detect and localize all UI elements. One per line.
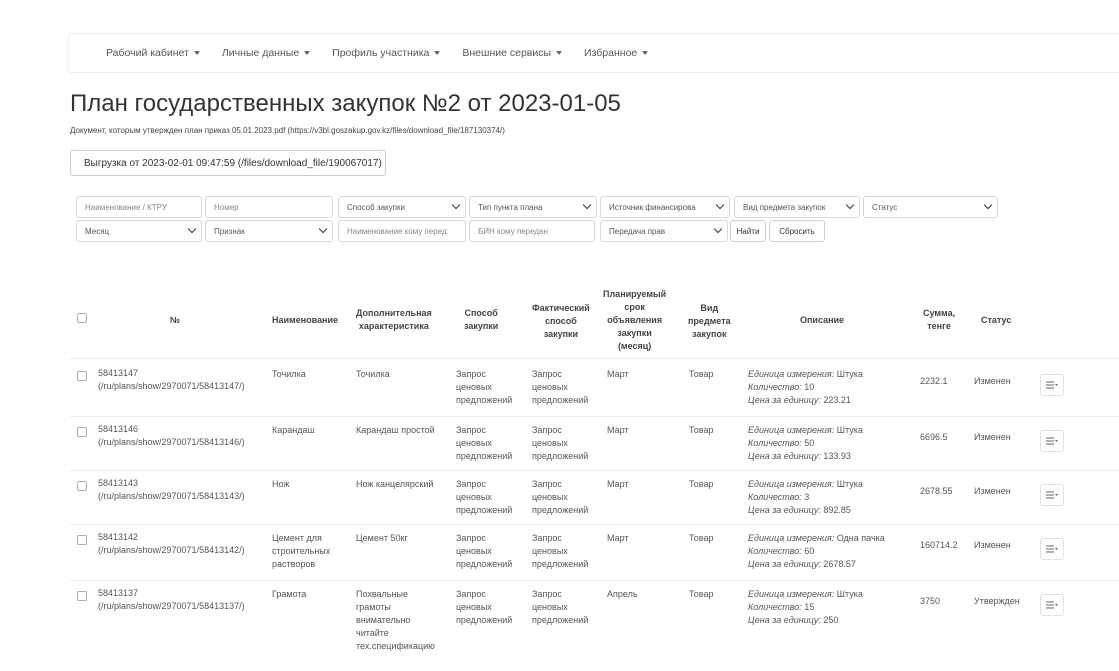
description-value: 3 [801,492,810,502]
row-checkbox[interactable] [77,535,87,545]
description-value: 60 [801,546,815,556]
description-value: Штука [834,479,863,489]
download-export-button[interactable] [70,150,386,176]
page-title: План государственных закупок №2 от 2023-01-05 [70,90,621,117]
description-value: 15 [801,602,815,612]
header-line: закупки [464,321,499,331]
cell-line: Карандаш простой [356,425,435,435]
header-line: Вид [700,303,719,313]
row-divider [70,580,1119,581]
cell-line: внимательно [356,615,411,625]
description-label: Единица измерения: [748,425,835,435]
cell-line: Точилка [272,369,306,379]
row-name [272,424,315,437]
description-value: Штука [834,425,863,435]
cell-line: предложений [456,451,513,461]
description-label: Цена за единицу: [748,505,821,515]
row-subject-type: Товар [689,425,714,435]
description-label: Единица измерения: [748,589,835,599]
description-label: Цена за единицу: [748,615,821,625]
placeholder: Наименование / КТРУ [85,202,167,212]
chevron-down-icon [319,225,327,233]
cell-line: предложений [532,451,589,461]
row-extra-characteristic [356,368,390,381]
hamburger-icon [1046,491,1058,499]
description-line [748,478,863,491]
row-plan-link[interactable] [98,477,245,503]
placeholder: Номер [214,202,239,212]
row-purchase-method [456,588,512,627]
nav-external-services[interactable] [462,47,562,59]
row-sum: 6696.5 [920,432,948,442]
row-actual-method [532,478,588,517]
cell-line: читайте [356,628,389,638]
cell-line: предложений [456,395,513,405]
cell-line: Похвальные [356,589,408,599]
cell-line: (/ru/plans/show/2970071/58413142/) [98,545,245,555]
nav-label: Внешние сервисы [462,47,552,59]
description-value: 250 [820,615,839,625]
col-header-sum [923,307,955,333]
row-description [748,532,885,571]
row-planned-month: Март [607,369,629,379]
description-line [748,558,885,571]
cell-line: Запрос [456,425,486,435]
cell-line: Запрос [456,479,486,489]
caret-down-icon [194,51,200,55]
col-header-subject-type [688,302,731,341]
filter-purchase-method-select[interactable] [338,196,466,218]
row-sum: 3750 [920,596,941,606]
row-name [272,478,289,491]
row-planned-month: Апрель [607,589,638,599]
cell-line: тех.спецификацию [356,641,435,651]
header-line: предмета [688,316,731,326]
chevron-down-icon [188,225,196,233]
row-divider [70,524,1119,525]
description-line [748,424,863,437]
description-label: Количество: [748,546,802,556]
cell-line: Запрос [456,533,486,543]
hamburger-icon [1046,381,1058,389]
caret-down-icon [642,51,648,55]
description-value: 10 [801,382,815,392]
row-actions-menu-button[interactable] [1040,484,1064,506]
col-header-status: Статус [981,315,1012,325]
description-line [748,450,863,463]
cell-line: Запрос [532,369,562,379]
cell-line: Запрос [532,533,562,543]
header-line: срок [624,302,645,312]
filter-funding-source-select[interactable] [600,196,730,218]
header-line: закупок [692,329,727,339]
cell-line: грамоты [356,602,391,612]
description-line [748,588,863,601]
header-line: объявления [607,315,663,325]
chevron-down-icon [714,225,722,233]
nav-label: Избранное [584,47,638,59]
filter-month-select[interactable] [76,220,202,242]
row-plan-link[interactable] [98,423,245,449]
hamburger-icon [1046,601,1058,609]
description-line [748,614,863,627]
row-plan-link[interactable] [98,531,245,557]
row-sum: 160714.2 [920,540,958,550]
row-purchase-method [456,424,512,463]
col-header-extra [356,307,432,333]
cell-line: растворов [272,559,316,569]
header-line: Планируемый [603,289,667,299]
description-label: Цена за единицу: [748,559,821,569]
selected-value: Источник финансирова [609,202,696,212]
row-divider [70,470,1119,471]
chevron-down-icon [716,201,724,209]
row-actual-method [532,532,588,571]
description-line [748,368,863,381]
cell-line: Точилка [356,369,390,379]
description-label: Цена за единицу: [748,395,821,405]
hamburger-icon [1046,437,1058,445]
selected-value: Месяц [85,226,110,236]
row-purchase-method [456,478,512,517]
header-line: Сумма, [923,308,956,318]
description-value: 223.21 [820,395,851,405]
cell-line: Запрос [532,425,562,435]
description-line [748,532,885,545]
row-checkbox[interactable] [77,481,87,491]
row-checkbox[interactable] [77,371,87,381]
cell-line: Запрос [456,589,486,599]
cell-line: 58413147 [98,368,139,378]
header-line: способ [544,316,577,326]
row-status: Изменен [974,432,1011,442]
description-label: Единица измерения: [748,533,835,543]
nav-participant-profile[interactable] [332,47,440,59]
row-name [272,588,306,601]
description-value: Штука [834,589,863,599]
row-status: Изменен [974,486,1011,496]
row-description [748,424,863,463]
filter-transferred-name-input[interactable] [338,220,466,242]
filter-status-select[interactable] [863,196,998,218]
chevron-down-icon [452,201,460,209]
filter-plan-item-type-select[interactable] [469,196,597,218]
cell-line: предложений [532,395,589,405]
filter-transferred-bin-input[interactable] [469,220,595,242]
filter-attribute-select[interactable] [205,220,333,242]
cell-line: Запрос [532,479,562,489]
filter-name-ktru-input[interactable] [76,196,202,218]
cell-line: (/ru/plans/show/2970071/58413146/) [98,437,245,447]
description-value: 133.93 [820,451,851,461]
description-value: 2678.57 [820,559,856,569]
placeholder: БИН кому передан [478,226,548,236]
description-label: Количество: [748,382,802,392]
cell-line: предложений [532,559,589,569]
description-line [748,545,885,558]
cell-line: (/ru/plans/show/2970071/58413147/) [98,381,245,391]
page-subtitle: Документ, которым утвержден план приказ 05.01.2023.pdf (https://v3bl.goszakup.gov.kz/files/download_file/187130374/) [70,126,505,135]
filter-subject-type-select[interactable] [734,196,860,218]
cell-line: предложений [532,615,589,625]
cell-line: ценовых [456,546,492,556]
row-actions-menu-button[interactable] [1040,594,1064,616]
cell-line: Запрос [456,369,486,379]
row-actions-menu-button[interactable] [1040,430,1064,452]
chevron-down-icon [984,201,992,209]
row-name [272,368,306,381]
description-value: Одна пачка [834,533,885,543]
cell-line: Нож канцелярский [356,479,434,489]
row-planned-month: Март [607,425,629,435]
cell-line: ценовых [532,492,568,502]
select-all-checkbox[interactable] [77,313,87,323]
description-label: Количество: [748,492,802,502]
caret-down-icon [556,51,562,55]
selected-value: Тип пункта плана [478,202,543,212]
nav-label: Рабочий кабинет [106,47,189,59]
cell-line: 58413146 [98,424,139,434]
cell-line: Грамота [272,589,307,599]
row-actions-menu-button[interactable] [1040,538,1064,560]
description-line [748,504,863,517]
row-sum: 2678.55 [920,486,953,496]
col-header-planned-month [603,288,666,353]
description-label: Цена за единицу: [748,451,821,461]
nav-label: Личные данные [221,47,300,59]
description-line [748,601,863,614]
description-line [748,491,863,504]
row-divider [70,358,1119,359]
col-header-method [464,307,498,333]
row-actual-method [532,588,588,627]
row-subject-type: Товар [689,589,714,599]
selected-value: Передача прав [609,226,666,236]
row-checkbox[interactable] [77,427,87,437]
cell-line: предложений [532,505,589,515]
col-header-description: Описание [800,315,845,325]
description-label: Количество: [748,602,802,612]
cell-line: Запрос [532,589,562,599]
row-extra-characteristic [356,424,435,437]
description-label: Количество: [748,438,802,448]
row-name [272,532,330,571]
row-extra-characteristic [356,478,433,491]
cell-line: ценовых [532,382,568,392]
row-status: Изменен [974,540,1011,550]
cell-line: Цемент для [272,533,322,543]
caret-down-icon [434,51,440,55]
row-purchase-method [456,368,512,407]
row-extra-characteristic [356,588,435,653]
placeholder: Наименование кому перед: [347,226,449,236]
caret-down-icon [304,51,310,55]
description-value: Штука [834,369,863,379]
nav-personal-data[interactable] [222,47,310,59]
reset-button[interactable]: Сбросить [769,220,825,242]
row-actual-method [532,368,588,407]
cell-line: предложений [456,505,513,515]
row-planned-month: Март [607,479,629,489]
row-status: Изменен [974,376,1011,386]
description-label: Единица измерения: [748,369,835,379]
cell-line: ценовых [456,492,492,502]
selected-value: Статус [872,202,898,212]
top-navbar [68,33,1119,73]
header-line: характеристика [358,321,429,331]
download-label: Выгрузка от 2023-02-01 09:47:59 (/files/download_file/190067017) [84,157,382,169]
header-line: (месяц) [617,341,652,351]
row-description [748,368,863,407]
selected-value: Вид предмета закупок [743,202,826,212]
cell-line: 58413143 [98,478,139,488]
cell-line: ценовых [532,438,568,448]
row-status: Утвержден [974,596,1020,606]
col-header-num: № [170,315,181,325]
row-subject-type: Товар [689,479,714,489]
description-line [748,381,863,394]
cell-line: предложений [456,559,513,569]
row-plan-link[interactable] [98,367,245,393]
description-line [748,437,863,450]
cell-line: 58413137 [98,588,139,598]
description-value: 50 [801,438,815,448]
cell-line: ценовых [456,382,492,392]
nav-label: Профиль участника [332,47,430,59]
find-button[interactable]: Найти [730,220,766,242]
col-header-name: Наименование [272,315,339,325]
filter-rights-transfer-select[interactable] [600,220,728,242]
description-label: Единица измерения: [748,479,835,489]
cell-line: Карандаш [272,425,315,435]
cell-line: предложений [456,615,513,625]
row-description [748,478,863,517]
nav-cabinet[interactable] [106,47,200,59]
header-line: Способ [464,308,498,318]
chevron-down-icon [583,201,591,209]
header-line: Дополнительная [356,308,432,318]
cell-line: (/ru/plans/show/2970071/58413143/) [98,491,245,501]
description-value: 892.85 [820,505,851,515]
filter-number-input[interactable] [205,196,333,218]
cell-line: ценовых [532,546,568,556]
header-line: закупки [543,329,579,339]
hamburger-icon [1046,545,1058,553]
row-subject-type: Товар [689,533,714,543]
cell-line: ценовых [456,438,492,448]
cell-line: Нож [272,479,290,489]
header-line: закупки [617,328,652,338]
row-plan-link[interactable] [98,587,245,613]
cell-line: 58413142 [98,532,139,542]
description-line [748,394,863,407]
cell-line: Цемент 50кг [356,533,408,543]
cell-line: (/ru/plans/show/2970071/58413137/) [98,601,245,611]
row-divider [70,416,1119,417]
row-purchase-method [456,532,512,571]
header-line: тенге [927,321,951,331]
row-extra-characteristic [356,532,408,545]
cell-line: ценовых [456,602,492,612]
col-header-actual-method [532,302,590,341]
chevron-down-icon [846,201,854,209]
selected-value: Признак [214,226,245,236]
row-actions-menu-button[interactable] [1040,374,1064,396]
row-planned-month: Март [607,533,629,543]
row-description [748,588,863,627]
row-actual-method [532,424,588,463]
nav-favorites[interactable] [584,47,648,59]
row-sum: 2232.1 [920,376,948,386]
cell-line: ценовых [532,602,568,612]
row-checkbox[interactable] [77,591,87,601]
cell-line: строительных [272,546,331,556]
header-line: Фактический [532,303,590,313]
row-subject-type: Товар [689,369,714,379]
selected-value: Способ закупки [347,202,405,212]
